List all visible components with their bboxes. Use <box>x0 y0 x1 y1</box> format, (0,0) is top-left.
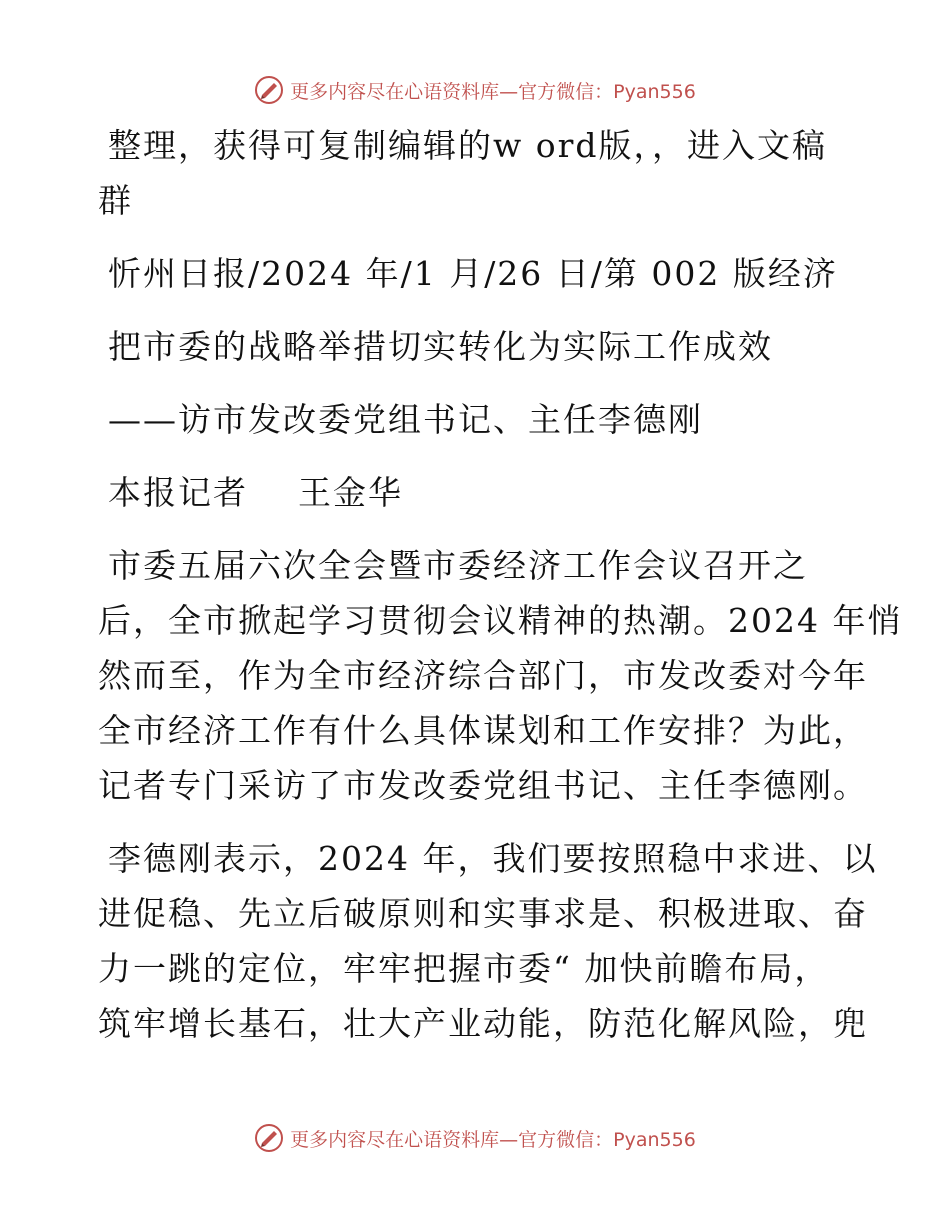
byline: 本报记者 王金华 <box>108 473 403 512</box>
watermark-header <box>0 70 950 110</box>
header-line-1: 整理，获得可复制编辑的w ord版，，进入文稿 <box>108 126 828 165</box>
pen-logo-icon <box>254 1123 284 1153</box>
watermark-text: 更多内容尽在心语资料库—官方微信：Pyan556 <box>290 1128 696 1151</box>
paragraph-line: 记者专门采访了市发改委党组书记、主任李德刚。 <box>98 766 868 805</box>
paragraph-line: 然而至，作为全市经济综合部门，市发改委对今年 <box>98 656 868 695</box>
paragraph-line: 后，全市掀起学习贯彻会议精神的热潮。2024 年悄 <box>98 601 903 640</box>
article-title: 把市委的战略举措切实转化为实际工作成效 <box>108 327 773 366</box>
document-body <box>98 118 903 1051</box>
paragraph-line: 力一跳的定位，牢牢把握市委“ 加快前瞻布局， <box>98 949 830 988</box>
paragraph-line: 筑牢增长基石，壮大产业动能，防范化解风险，兜 <box>98 1004 868 1043</box>
paragraph-line: 全市经济工作有什么具体谋划和工作安排？为此， <box>98 711 868 750</box>
paragraph-line: 市委五届六次全会暨市委经济工作会议召开之 <box>108 546 808 585</box>
paragraph-2 <box>98 831 878 1051</box>
source-line: 忻州日报/2024 年/1 月/26 日/第 002 版经济 <box>108 254 838 293</box>
watermark-text: 更多内容尽在心语资料库—官方微信：Pyan556 <box>290 80 696 103</box>
pen-logo-icon <box>254 75 284 105</box>
paragraph-line: 李德刚表示，2024 年，我们要按照稳中求进、以 <box>108 839 878 878</box>
paragraph-1 <box>98 538 903 813</box>
article-subtitle: ——访市发改委党组书记、主任李德刚 <box>108 400 703 439</box>
paragraph-line: 进促稳、先立后破原则和实事求是、积极进取、奋 <box>98 894 868 933</box>
header-line-2: 群 <box>98 181 133 220</box>
watermark-footer <box>0 1118 950 1158</box>
